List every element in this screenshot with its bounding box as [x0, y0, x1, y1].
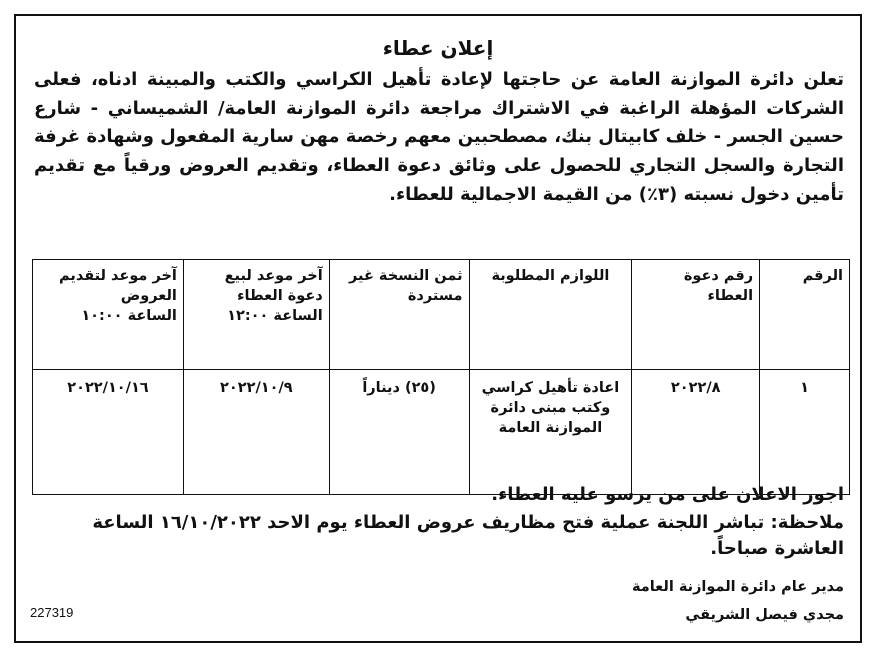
signatory-position: مدير عام دائرة الموازنة العامة: [631, 579, 844, 595]
cell-submission-deadline: ٢٠٢٢/١٠/١٦: [33, 370, 184, 495]
table-header-row: [33, 260, 850, 370]
tender-announcement: [20, 20, 856, 637]
signatory-name: مجدي فيصل الشريقي: [685, 607, 844, 623]
remark-note: ملاحظة: تباشر اللجنة عملية فتح مظاريف عروض العطاء يوم الاحد ١٦/١٠/٢٠٢٢ الساعة العاشرة صباحاً.: [92, 512, 844, 559]
table-row: [33, 370, 850, 495]
cell-invitation-no: ٢٠٢٢/٨: [632, 370, 760, 495]
announcement-title: إعلان عطاء: [382, 36, 494, 60]
tender-table: [32, 259, 850, 495]
cell-sale-deadline: ٢٠٢٢/١٠/٩: [183, 370, 329, 495]
header-number: الرقم: [760, 260, 850, 370]
header-submission-deadline: آخر موعد لتقديم العروض الساعة ١٠:٠٠: [33, 260, 184, 370]
header-invitation-no: رقم دعوة العطاء: [632, 260, 760, 370]
cell-supplies: اعادة تأهيل كراسي وكتب مبنى دائرة الموازنة العامة: [469, 370, 632, 495]
header-copy-price: ثمن النسخة غير مستردة: [329, 260, 469, 370]
header-supplies: اللوازم المطلوبة: [469, 260, 632, 370]
header-sale-deadline: آخر موعد لبيع دعوة العطاء الساعة ١٢:٠٠: [183, 260, 329, 370]
cell-number: ١: [760, 370, 850, 495]
announcement-body: تعلن دائرة الموازنة العامة عن حاجتها لإعادة تأهيل الكراسي والكتب والمبينة ادناه، فعلى الشركات المؤهلة الراغبة في الاشتراك مراجعة دائرة الموازنة العامة/ الشميساني - شارع حسين الجسر - خلف كابيتال بنك، مصطحبين معهم رخصة مهن سارية المفعول وشهادة غرفة التجارة والسجل التجاري للحصول على وثائق دعوة العطاء، وتقديم العروض ورقياً مع تقديم تأمين دخول نسبته (٣٪) من القيمة الاجمالية للعطاء.: [34, 69, 844, 205]
fees-note: اجور الاعلان على من يرسو عليه العطاء.: [491, 484, 844, 505]
ad-reference-number: 227319: [30, 605, 74, 620]
cell-copy-price: (٢٥) ديناراً: [329, 370, 469, 495]
